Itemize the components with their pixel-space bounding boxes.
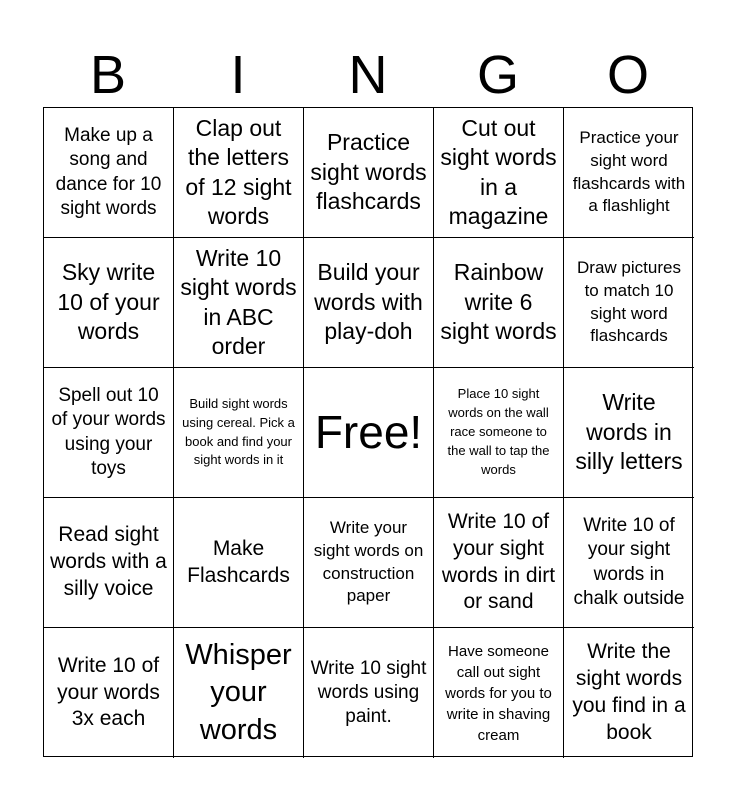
bingo-cell-r5-c3 <box>304 628 434 758</box>
cell-text: Have someone call out sight words for you to write in shaving cream <box>445 642 552 744</box>
cell-text: Whisper your words <box>185 639 292 746</box>
cell-text: Rainbow write 6 sight words <box>440 259 557 345</box>
bingo-cell-r1-c3 <box>304 108 434 238</box>
cell-text: Build your words with play-doh <box>314 259 423 345</box>
bingo-cell-r5-c1 <box>44 628 174 758</box>
cell-text: Read sight words with a silly voice <box>50 523 167 600</box>
cell-text: Practice your sight word flashcards with a flashlight <box>572 128 686 216</box>
cell-text: Write your sight words on construction paper <box>313 518 424 606</box>
cell-text: Practice sight words flashcards <box>310 129 427 215</box>
bingo-board <box>43 107 693 757</box>
bingo-cell-r5-c4 <box>434 628 564 758</box>
cell-text: Sky write 10 of your words <box>57 259 160 345</box>
bingo-cell-r1-c4 <box>434 108 564 238</box>
header-letter-g: G <box>476 45 519 105</box>
bingo-cell-r2-c2 <box>174 238 304 368</box>
header-letter-b: B <box>89 45 127 105</box>
bingo-cell-r3-c4 <box>434 368 564 498</box>
bingo-cell-r2-c4 <box>434 238 564 368</box>
bingo-cell-r4-c2 <box>174 498 304 628</box>
cell-text: Cut out sight words in a magazine <box>440 114 557 229</box>
cell-text: Spell out 10 of your words using your toys <box>51 384 166 479</box>
cell-text: Place 10 sight words on the wall race someone to the wall to tap the words <box>447 386 550 477</box>
cell-text: Build sight words using cereal. Pick a book and find your sight words in it <box>182 395 295 468</box>
bingo-cell-r4-c1 <box>44 498 174 628</box>
cell-text: Write 10 sight words in ABC order <box>180 244 297 359</box>
header-letter-n: N <box>348 45 388 105</box>
free-space-text: Free! <box>314 406 423 459</box>
bingo-cell-r1-c2 <box>174 108 304 238</box>
bingo-cell-r3-c5 <box>564 368 694 498</box>
cell-text: Clap out the letters of 12 sight words <box>185 114 292 229</box>
cell-text: Write words in silly letters <box>575 389 683 475</box>
bingo-cell-r1-c1 <box>44 108 174 238</box>
bingo-cell-r4-c3 <box>304 498 434 628</box>
bingo-cell-r5-c5 <box>564 628 694 758</box>
cell-text: Make up a song and dance for 10 sight words <box>55 124 162 219</box>
bingo-cell-r3-c2 <box>174 368 304 498</box>
bingo-cell-r1-c5 <box>564 108 694 238</box>
header-letter-o: O <box>606 45 649 105</box>
bingo-cell-r5-c2 <box>174 628 304 758</box>
cell-text: Write 10 sight words using paint. <box>310 657 427 728</box>
bingo-cell-free <box>304 368 434 498</box>
bingo-cell-r3-c1 <box>44 368 174 498</box>
cell-text: Write 10 of your sight words in chalk outside <box>573 514 685 609</box>
bingo-header <box>43 44 693 106</box>
cell-text: Make Flashcards <box>187 536 290 587</box>
cell-text: Write 10 of your sight words in dirt or sand <box>441 509 556 614</box>
cell-text: Write the sight words you find in a book <box>572 640 686 744</box>
cell-text: Draw pictures to match 10 sight word flashcards <box>577 258 681 346</box>
bingo-cell-r2-c5 <box>564 238 694 368</box>
bingo-cell-r2-c1 <box>44 238 174 368</box>
bingo-cell-r2-c3 <box>304 238 434 368</box>
header-letter-i: I <box>230 45 246 105</box>
cell-text: Write 10 of your words 3x each <box>57 653 160 731</box>
bingo-cell-r4-c5 <box>564 498 694 628</box>
bingo-cell-r4-c4 <box>434 498 564 628</box>
